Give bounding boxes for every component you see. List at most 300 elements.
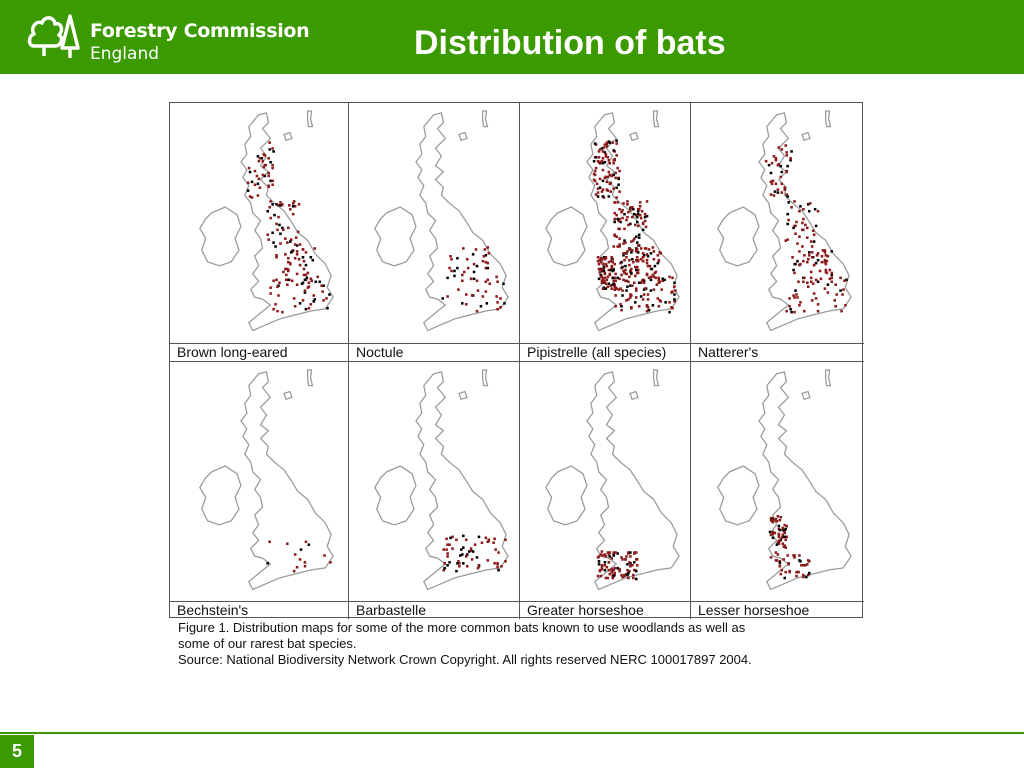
record-dot — [305, 274, 308, 277]
record-dot — [446, 555, 449, 558]
record-dot — [601, 564, 604, 567]
record-dot — [618, 190, 621, 193]
record-dot — [647, 306, 650, 309]
record-dot — [262, 174, 265, 177]
record-dot — [279, 232, 282, 235]
record-dot — [783, 524, 786, 527]
record-dot — [617, 228, 620, 231]
record-dot — [808, 254, 811, 257]
map-label: Lesser horseshoe — [691, 601, 864, 619]
record-dot — [770, 534, 773, 537]
record-dot — [612, 280, 615, 283]
record-dot — [625, 219, 628, 222]
record-dot — [294, 305, 297, 308]
record-dot — [278, 224, 281, 227]
record-dot — [600, 276, 603, 279]
record-dot — [304, 279, 307, 282]
record-dot — [810, 271, 813, 274]
record-dot — [269, 200, 272, 203]
record-dot — [595, 156, 598, 159]
record-dot — [463, 271, 466, 274]
record-dot — [312, 259, 315, 262]
record-dot — [797, 281, 800, 284]
record-dot — [483, 255, 486, 258]
record-dot — [499, 306, 502, 309]
record-dot — [503, 302, 506, 305]
record-dot — [259, 157, 262, 160]
record-dot — [476, 280, 479, 283]
record-dot — [784, 546, 787, 549]
record-dot — [487, 267, 490, 270]
record-dot — [269, 286, 272, 289]
record-dot — [629, 209, 632, 212]
record-dot — [294, 243, 297, 246]
record-dot — [305, 308, 308, 311]
record-dot — [839, 277, 842, 280]
record-dot — [266, 562, 269, 565]
record-dot — [251, 181, 254, 184]
record-dot — [815, 297, 818, 300]
record-dot — [272, 280, 275, 283]
record-dot — [809, 202, 812, 205]
record-dot — [806, 281, 809, 284]
record-dot — [773, 194, 776, 197]
record-dot — [308, 285, 311, 288]
record-dot — [461, 302, 464, 305]
record-dot — [610, 190, 613, 193]
slide-title: Distribution of bats — [414, 24, 726, 62]
record-dot — [658, 279, 661, 282]
record-dot — [640, 247, 643, 250]
record-dot — [449, 255, 452, 258]
record-dot — [825, 269, 828, 272]
bat-distribution-figure — [169, 102, 863, 618]
map-panel — [170, 103, 349, 362]
record-dot — [277, 216, 280, 219]
record-dot — [291, 250, 294, 253]
record-dot — [313, 298, 316, 301]
record-dot — [296, 566, 299, 569]
record-dot — [467, 267, 470, 270]
britain-outline — [759, 113, 851, 331]
record-dot — [653, 250, 656, 253]
record-dot — [652, 246, 655, 249]
record-dot — [782, 527, 785, 530]
record-dot — [614, 273, 617, 276]
record-dot — [668, 311, 671, 314]
record-dot — [453, 275, 456, 278]
record-dot — [627, 281, 630, 284]
record-dot — [287, 261, 290, 264]
record-dot — [629, 555, 632, 558]
record-dot — [462, 562, 465, 565]
record-dot — [829, 269, 832, 272]
record-dot — [625, 289, 628, 292]
record-dot — [777, 188, 780, 191]
map-panel — [170, 362, 349, 619]
record-dot — [625, 256, 628, 259]
record-dot — [594, 170, 597, 173]
record-dot — [606, 188, 609, 191]
record-dot — [807, 258, 810, 261]
record-dot — [302, 256, 305, 259]
record-dot — [453, 270, 456, 273]
record-dot — [473, 278, 476, 281]
record-dot — [650, 279, 653, 282]
record-dot — [843, 280, 846, 283]
record-dot — [257, 194, 260, 197]
record-dot — [788, 571, 791, 574]
record-dot — [472, 550, 475, 553]
record-dot — [639, 205, 642, 208]
record-dot — [625, 273, 628, 276]
record-dot — [624, 265, 627, 268]
record-dot — [795, 575, 798, 578]
record-dot — [829, 278, 832, 281]
britain-outline — [587, 372, 679, 590]
record-dot — [504, 560, 507, 563]
record-dot — [597, 256, 600, 259]
record-dot — [302, 248, 305, 251]
record-dot — [465, 555, 468, 558]
record-dot — [606, 141, 609, 144]
record-dot — [269, 161, 272, 164]
record-dot — [771, 162, 774, 165]
record-dot — [471, 294, 474, 297]
record-dot — [798, 210, 801, 213]
record-dot — [775, 157, 778, 160]
record-dot — [496, 566, 499, 569]
record-dot — [641, 210, 644, 213]
map-panel — [349, 103, 520, 362]
org-name: Forestry Commission — [90, 20, 310, 42]
record-dot — [636, 241, 639, 244]
record-dot — [815, 225, 818, 228]
record-dot — [289, 240, 292, 243]
record-dot — [811, 245, 814, 248]
record-dot — [803, 277, 806, 280]
record-dot — [480, 305, 483, 308]
record-dot — [620, 261, 623, 264]
record-dot — [831, 250, 834, 253]
record-dot — [644, 287, 647, 290]
record-dot — [839, 289, 842, 292]
record-dot — [781, 148, 784, 151]
record-dot — [272, 241, 275, 244]
record-dot — [318, 281, 321, 284]
record-dot — [658, 281, 661, 284]
record-dot — [822, 249, 825, 252]
record-dot — [271, 167, 274, 170]
record-dot — [659, 300, 662, 303]
record-dot — [276, 285, 279, 288]
record-dot — [475, 248, 478, 251]
record-dot — [817, 259, 820, 262]
record-dot — [639, 214, 642, 217]
record-dot — [792, 227, 795, 230]
record-dot — [492, 541, 495, 544]
record-dot — [659, 252, 662, 255]
record-dot — [615, 139, 618, 142]
record-dot — [297, 231, 300, 234]
map-label: Greater horseshoe — [520, 601, 690, 619]
record-dot — [459, 554, 462, 557]
record-dot — [801, 245, 804, 248]
record-dot — [249, 171, 252, 174]
record-dot — [799, 560, 802, 563]
record-dot — [487, 262, 490, 265]
record-dot — [840, 310, 843, 313]
record-dot — [298, 203, 301, 206]
britain-outline — [630, 392, 638, 400]
record-dot — [636, 221, 639, 224]
record-dot — [614, 172, 617, 175]
record-dot — [636, 564, 639, 567]
record-dot — [770, 181, 773, 184]
record-dot — [609, 274, 612, 277]
record-dot — [602, 287, 605, 290]
record-dot — [770, 519, 773, 522]
record-dot — [267, 172, 270, 175]
record-dot — [798, 304, 801, 307]
britain-outline — [241, 372, 333, 590]
record-dot — [488, 539, 491, 542]
record-dot — [624, 558, 627, 561]
record-dot — [465, 539, 468, 542]
record-dot — [785, 171, 788, 174]
britain-outline — [459, 133, 467, 141]
record-dot — [597, 187, 600, 190]
record-dot — [634, 266, 637, 269]
record-dot — [274, 303, 277, 306]
record-dot — [618, 208, 621, 211]
record-dot — [802, 208, 805, 211]
record-dot — [638, 233, 641, 236]
record-dot — [668, 301, 671, 304]
record-dot — [487, 279, 490, 282]
record-dot — [641, 280, 644, 283]
record-dot — [610, 287, 613, 290]
record-dot — [293, 200, 296, 203]
record-dot — [777, 553, 780, 556]
record-dot — [842, 288, 845, 291]
record-dot — [634, 224, 637, 227]
record-dot — [497, 551, 500, 554]
record-dot — [619, 287, 622, 290]
ireland-outline — [718, 466, 759, 525]
record-dot — [601, 160, 604, 163]
record-dot — [779, 561, 782, 564]
record-dot — [833, 299, 836, 302]
record-dot — [655, 271, 658, 274]
record-dot — [457, 288, 460, 291]
record-dot — [602, 180, 605, 183]
record-dot — [793, 311, 796, 314]
record-dot — [608, 195, 611, 198]
britain-outline — [483, 370, 488, 386]
record-dot — [794, 289, 797, 292]
record-dot — [262, 160, 265, 163]
record-dot — [466, 258, 469, 261]
record-dot — [788, 297, 791, 300]
record-dot — [811, 256, 814, 259]
record-dot — [598, 560, 601, 563]
record-dot — [275, 279, 278, 282]
record-dot — [596, 183, 599, 186]
caption-line-3: Source: National Biodiversity Network Crown Copyright. All rights reserved NERC 100017897 2004. — [178, 652, 752, 667]
record-dot — [810, 240, 813, 243]
record-dot — [651, 268, 654, 271]
record-dot — [635, 259, 638, 262]
record-dot — [276, 310, 279, 313]
record-dot — [594, 142, 597, 145]
record-dot — [251, 196, 254, 199]
record-dot — [281, 311, 284, 314]
record-dot — [813, 292, 816, 295]
record-dot — [493, 562, 496, 565]
record-dot — [268, 148, 271, 151]
record-dot — [844, 304, 847, 307]
record-dot — [638, 208, 641, 211]
record-dot — [461, 274, 464, 277]
record-dot — [462, 247, 465, 250]
record-dot — [608, 569, 611, 572]
record-dot — [601, 568, 604, 571]
record-dot — [785, 154, 788, 157]
record-dot — [248, 167, 251, 170]
record-dot — [803, 254, 806, 257]
record-dot — [797, 571, 800, 574]
record-dot — [630, 272, 633, 275]
record-dot — [779, 540, 782, 543]
record-dot — [790, 311, 793, 314]
record-dot — [786, 554, 789, 557]
record-dot — [817, 281, 820, 284]
record-dot — [630, 251, 633, 254]
record-dot — [646, 200, 649, 203]
record-dot — [602, 150, 605, 153]
record-dot — [794, 263, 797, 266]
record-dot — [819, 270, 822, 273]
record-dot — [305, 251, 308, 254]
record-dot — [778, 525, 781, 528]
record-dot — [622, 202, 625, 205]
record-dot — [630, 206, 633, 209]
record-dot — [777, 515, 780, 518]
record-dot — [484, 248, 487, 251]
record-dot — [630, 268, 633, 271]
record-dot — [787, 563, 790, 566]
figure-caption — [178, 620, 752, 668]
record-dot — [289, 208, 292, 211]
record-dot — [608, 282, 611, 285]
record-dot — [286, 542, 289, 545]
record-dot — [816, 254, 819, 257]
record-dot — [613, 288, 616, 291]
record-dot — [612, 162, 615, 165]
record-dot — [770, 193, 773, 196]
record-dot — [594, 174, 597, 177]
record-dot — [595, 167, 598, 170]
record-dot — [783, 536, 786, 539]
record-dot — [266, 233, 269, 236]
record-dot — [794, 232, 797, 235]
record-dot — [456, 257, 459, 260]
record-dot — [618, 245, 621, 248]
record-dot — [628, 248, 631, 251]
record-dot — [787, 201, 790, 204]
record-dot — [642, 229, 645, 232]
record-dot — [500, 565, 503, 568]
record-dot — [476, 310, 479, 313]
record-dot — [635, 578, 638, 581]
record-dot — [611, 277, 614, 280]
record-dot — [614, 305, 617, 308]
record-dot — [329, 561, 332, 564]
record-dot — [598, 156, 601, 159]
record-dot — [611, 141, 614, 144]
record-dot — [670, 291, 673, 294]
record-dot — [321, 290, 324, 293]
map-panel — [520, 103, 691, 362]
ireland-outline — [200, 207, 241, 266]
record-dot — [607, 176, 610, 179]
record-dot — [784, 539, 787, 542]
record-dot — [790, 206, 793, 209]
record-dot — [632, 574, 635, 577]
record-dot — [631, 258, 634, 261]
britain-outline — [308, 111, 313, 127]
record-dot — [597, 160, 600, 163]
record-dot — [304, 561, 307, 564]
record-dot — [282, 271, 285, 274]
record-dot — [635, 551, 638, 554]
record-dot — [627, 224, 630, 227]
record-dot — [593, 160, 596, 163]
record-dot — [609, 551, 612, 554]
uk-map — [349, 103, 520, 344]
record-dot — [673, 298, 676, 301]
record-dot — [634, 301, 637, 304]
record-dot — [647, 265, 650, 268]
record-dot — [269, 217, 272, 220]
record-dot — [617, 178, 620, 181]
record-dot — [658, 305, 661, 308]
record-dot — [305, 540, 308, 543]
record-dot — [595, 193, 598, 196]
record-dot — [292, 205, 295, 208]
record-dot — [473, 263, 476, 266]
uk-map — [170, 362, 349, 601]
record-dot — [817, 210, 820, 213]
record-dot — [787, 219, 790, 222]
record-dot — [288, 204, 291, 207]
record-dot — [605, 153, 608, 156]
record-dot — [597, 575, 600, 578]
record-dot — [609, 183, 612, 186]
record-dot — [604, 564, 607, 567]
record-dot — [615, 142, 618, 145]
uk-map — [691, 362, 864, 601]
record-dot — [616, 277, 619, 280]
record-dot — [277, 294, 280, 297]
record-dot — [612, 187, 615, 190]
record-dot — [796, 242, 799, 245]
record-dot — [623, 228, 626, 231]
record-dot — [613, 159, 616, 162]
record-dot — [295, 236, 298, 239]
record-dot — [786, 223, 789, 226]
